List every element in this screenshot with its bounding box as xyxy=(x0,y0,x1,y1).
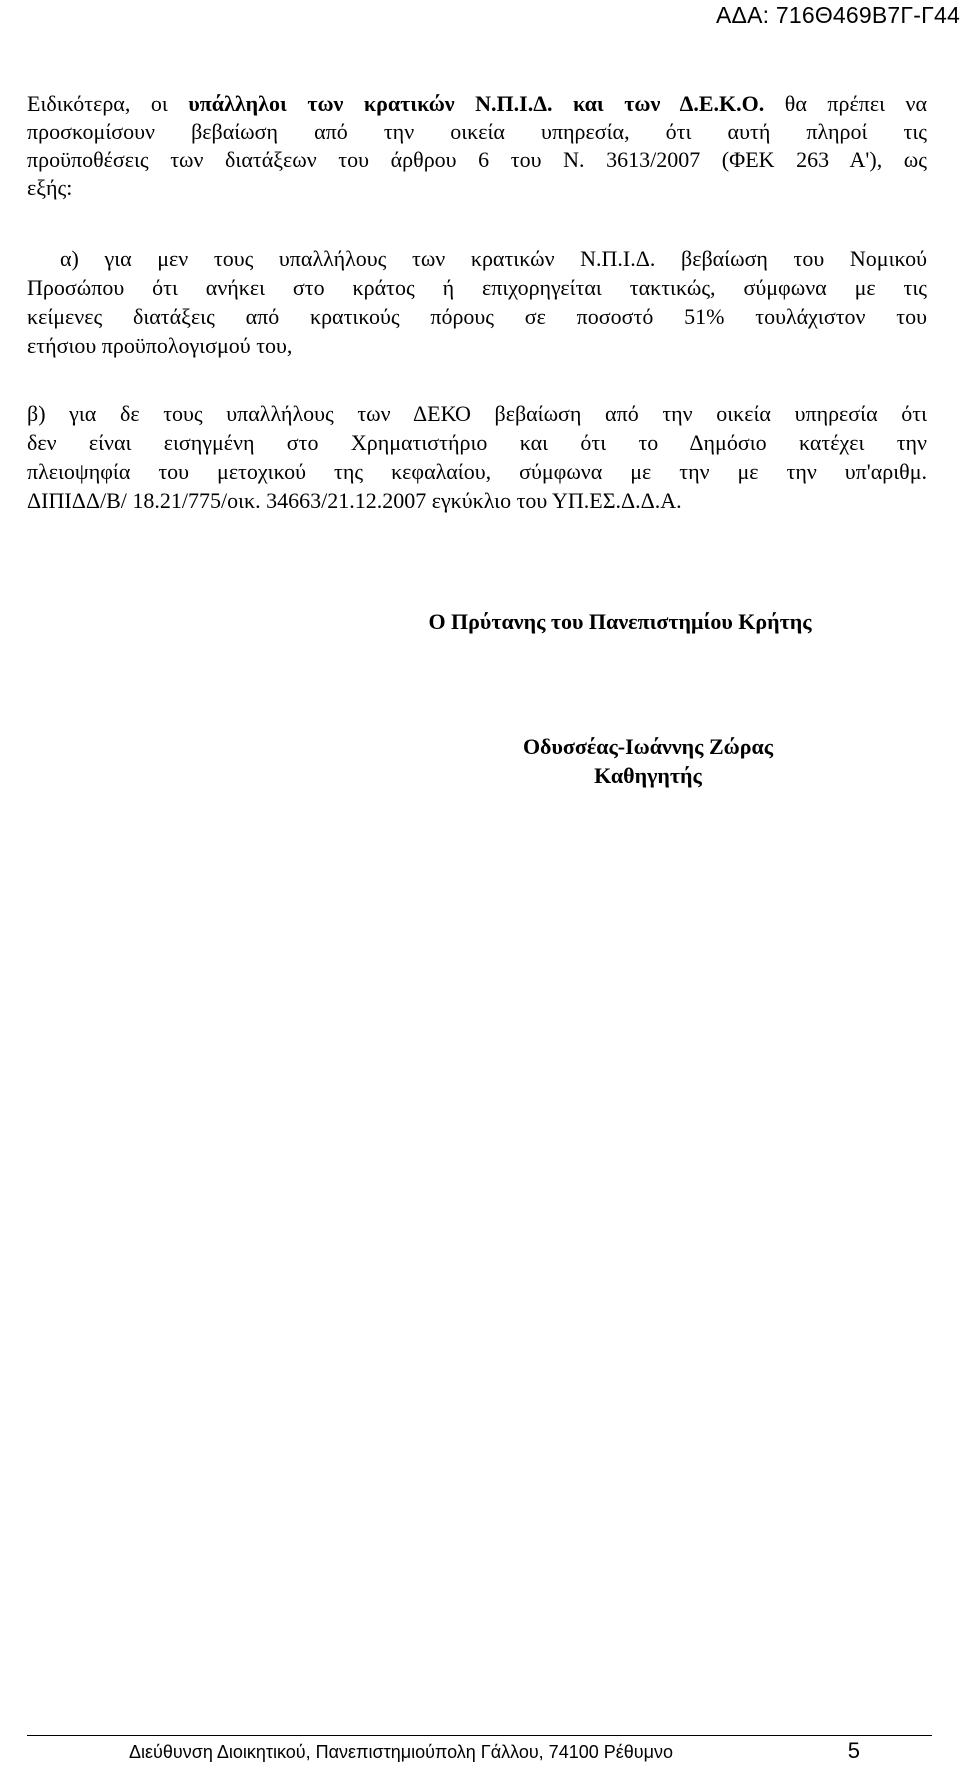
signatory-name: Οδυσσέας-Ιωάννης Ζώρας xyxy=(522,734,774,759)
page-number: 5 xyxy=(847,1738,860,1763)
item-b-line-3: πλειοψηφία του μετοχικού της κεφαλαίου, σύμφωνα με την με την υπ'αριθμ. xyxy=(27,459,927,484)
item-b-line-1: β) για δε τους υπαλλήλους των ΔΕΚΟ βεβαίωση από την οικεία υπηρεσία ότι xyxy=(27,401,927,426)
item-a-line-4: ετήσιου προϋπολογισμού του, xyxy=(27,333,293,358)
intro-line-3: προϋποθέσεις των διατάξεων του άρθρου 6 του Ν. 3613/2007 (ΦΕΚ 263 Α'), ως xyxy=(27,147,927,172)
item-a-line-2: Προσώπου ότι ανήκει στο κράτος ή επιχορηγείται τακτικώς, σύμφωνα με τις xyxy=(27,275,927,300)
ada-code: ΑΔΑ: 716Θ469Β7Γ-Γ44 xyxy=(716,2,960,28)
intro-line-4: εξής: xyxy=(27,175,73,200)
signatory-role: Καθηγητής xyxy=(594,763,702,788)
signatory-title: Ο Πρύτανης του Πανεπιστημίου Κρήτης xyxy=(428,609,812,634)
intro-line-1 xyxy=(27,91,927,117)
intro-line-1-bold: υπάλληλοι των κρατικών Ν.Π.Ι.Δ. και των Δ.Ε.Κ.Ο. xyxy=(188,91,765,116)
footer-divider xyxy=(27,1735,932,1736)
intro-line-2: προσκομίσουν βεβαίωση από την οικεία υπηρεσία, ότι αυτή πληροί τις xyxy=(27,119,927,144)
intro-line-1-start: Ειδικότερα, οι xyxy=(27,91,189,116)
item-b-line-4: ΔΙΠΙΔΔ/Β/ 18.21/775/οικ. 34663/21.12.2007 εγκύκλιο του ΥΠ.ΕΣ.Δ.Δ.Α. xyxy=(27,488,682,513)
item-a-line-3: κείμενες διατάξεις από κρατικούς πόρους σε ποσοστό 51% τουλάχιστον του xyxy=(27,304,927,329)
intro-line-1-end: θα πρέπει να xyxy=(764,91,927,116)
footer-address: Διεύθυνση Διοικητικού, Πανεπιστημιούπολη Γάλλου, 74100 Ρέθυμνο xyxy=(128,1742,674,1762)
item-b-line-2: δεν είναι εισηγμένη στο Χρηματιστήριο και ότι το Δημόσιο κατέχει την xyxy=(27,430,927,455)
item-a-line-1: α) για μεν τους υπαλλήλους των κρατικών Ν.Π.Ι.Δ. βεβαίωση του Νομικού xyxy=(60,246,927,271)
